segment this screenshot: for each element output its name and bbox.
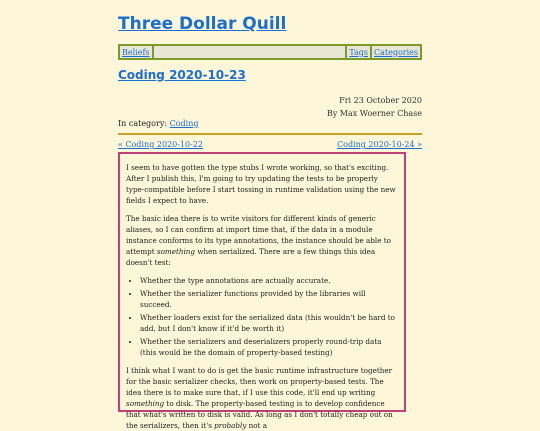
text-span: I think what I want to do is get the basic runtime infrastructure together for the basic serializer checks, then work on property-based tests. The idea there is to make sure that, if I use this code, it'll end up writing	[126, 366, 393, 397]
nav-bar	[118, 44, 422, 60]
list-item: • Whether the serializer functions provided by the libraries will succeed.	[140, 288, 398, 310]
category-link[interactable]: Coding	[169, 119, 199, 128]
paragraph	[126, 213, 398, 268]
post-author: By Max Woerner Chase	[326, 109, 422, 118]
post-category	[118, 119, 198, 128]
prev-post-link[interactable]: « Coding 2020-10-22	[118, 140, 203, 149]
nav-spacer	[154, 46, 346, 58]
site-title-link[interactable]: Three Dollar Quill	[118, 14, 287, 34]
post-content	[118, 152, 406, 430]
list	[126, 275, 398, 358]
nav-tags-link[interactable]: Tags	[349, 47, 368, 57]
emphasis: something	[126, 399, 165, 408]
post-meta	[327, 94, 422, 120]
category-prefix: In category:	[118, 119, 170, 128]
post-date: Fri 23 October 2020	[339, 96, 422, 105]
nav-categories-link[interactable]: Categories	[374, 47, 418, 57]
divider	[118, 133, 422, 135]
list-item: • Whether the serializers and deserializers properly round-trip data (this would be the domain of property-based testing)	[140, 336, 398, 358]
emphasis: something	[156, 247, 196, 256]
text-span: The basic idea there is to write visitors for different kinds of generic aliases, so I can confirm at import time that, if the data in a module instance conforms to its type annotations, the instance should be able to attempt	[126, 214, 391, 256]
post-title-link[interactable]: Coding 2020-10-23	[118, 68, 246, 82]
next-post-link[interactable]: Coding 2020-10-24 »	[337, 140, 422, 149]
list-item: • Whether loaders exist for the serialized data (this wouldn't be hard to add, but I don't know if it'd be worth it)	[140, 312, 398, 334]
text-span: to disk. The property-based testing is to develop confidence that what's written to disk is valid. As long as I don't totally cheap out on the serializers, then it's	[126, 399, 393, 430]
text-span: when serialized. There are a few things this idea doesn't test:	[126, 247, 376, 267]
text-span: not a	[246, 421, 268, 430]
list-item: • Whether the type annotations are actually accurate.	[140, 275, 398, 286]
emphasis: probably	[214, 421, 247, 430]
paragraph	[126, 365, 398, 431]
nav-beliefs-link[interactable]: Beliefs	[122, 47, 150, 57]
paragraph: I seem to have gotten the type stubs I wrote working, so that's exciting. After I publish this, I'm going to try updating the tests to be properly type-compatible before I start tossing in runtime validation using the new fields I expect to have.	[126, 163, 396, 205]
